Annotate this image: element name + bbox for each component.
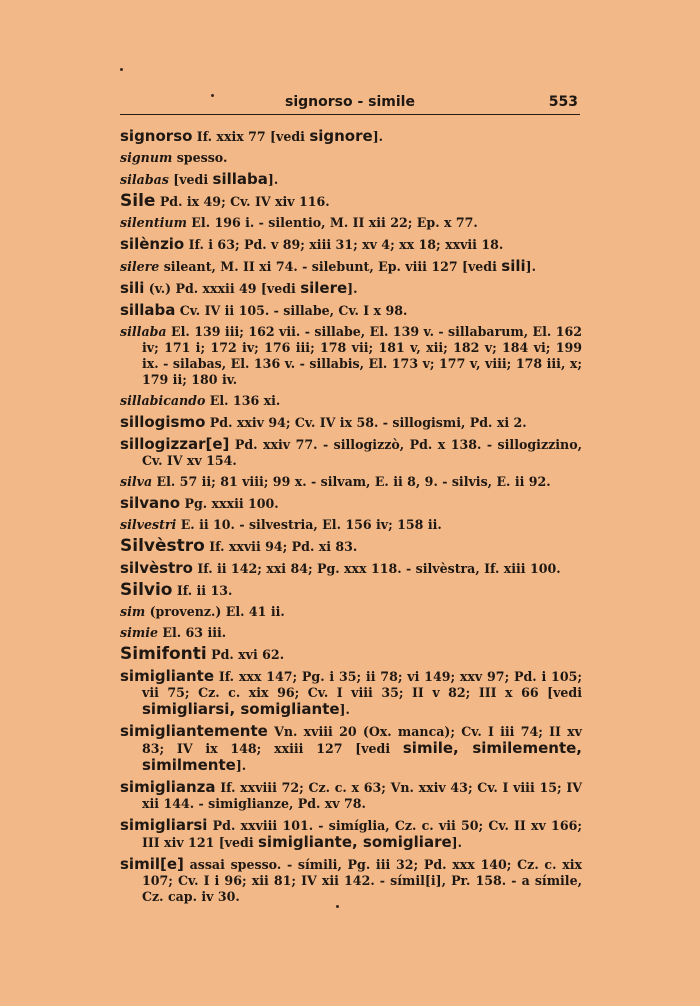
entry-headword: simigliarsi <box>120 816 208 834</box>
dictionary-entry <box>120 171 582 188</box>
dictionary-entry <box>120 723 582 774</box>
entry-headword: silabas <box>120 172 169 187</box>
entry-headword: sillabicando <box>120 393 206 408</box>
entry-text: If. xxvii 94; Pd. xi 83. <box>204 539 358 554</box>
entry-headword: Simifonti <box>120 644 207 664</box>
cross-reference: sillaba <box>212 170 268 188</box>
entry-text: El. 57 ii; 81 viii; 99 x. - silvam, E. ii 8, 9. - silvis, E. ii 92. <box>152 474 551 489</box>
entry-text: assai spesso. - símili, Pg. iii 32; Pd. xxx 140; Cz. c. xix 107; Cv. I i 96; xii 81; IV xii 142. - símil[i], Pr. 158. - a símile, Cz. cap. iv 30. <box>142 857 582 904</box>
entry-text: Cv. IV ii 105. - sillabe, Cv. I x 98. <box>175 303 408 318</box>
dictionary-entry <box>120 280 582 297</box>
entry-headword: sillogizzar[e] <box>120 435 230 453</box>
entry-text: Pd. xxiv 77. - sillogizzò, Pd. x 138. - sillogizzino, Cv. IV xv 154. <box>142 437 582 468</box>
entry-headword: simigliante <box>120 667 215 685</box>
entry-headword: Sile <box>120 191 156 211</box>
cross-reference: sili <box>501 257 526 275</box>
dictionary-entry <box>120 474 582 490</box>
entry-headword: sillaba <box>120 301 176 319</box>
dictionary-entry <box>120 128 582 145</box>
dictionary-entry <box>120 302 582 319</box>
entry-text: [vedi <box>168 172 213 187</box>
dictionary-entry <box>120 193 582 210</box>
entry-text: ]. <box>347 281 358 296</box>
entry-headword: silere <box>120 259 160 274</box>
entry-text: Vn. xviii 20 (Ox. manca); Cv. I iii 74; II xv 83; IV ix 148; xxiii 127 [vedi <box>142 724 582 756</box>
page-number: 553 <box>548 94 578 110</box>
dictionary-entry <box>120 215 582 231</box>
entry-text: Pd. ix 49; Cv. IV xiv 116. <box>155 194 330 209</box>
entry-headword: sili <box>120 279 145 297</box>
dictionary-entry <box>120 560 582 577</box>
dictionary-entry <box>120 324 582 388</box>
dictionary-entry <box>120 779 582 812</box>
dictionary-entry <box>120 625 582 641</box>
dictionary-entry <box>120 817 582 851</box>
entry-text: If. ii 13. <box>172 583 233 598</box>
speck-mark <box>336 905 339 908</box>
entry-text: Pd. xvi 62. <box>206 647 285 662</box>
entry-text: If. xxviii 72; Cz. c. x 63; Vn. xxiv 43; Cv. I viii 15; IV xii 144. - simiglianze, Pd. xv 78. <box>142 780 582 811</box>
entry-text: ]. <box>235 758 247 773</box>
entry-text: If. xxix 77 [vedi <box>192 129 310 144</box>
cross-reference: simigliante, somigliare <box>258 833 452 851</box>
entry-headword: signorso <box>120 127 193 145</box>
dictionary-entry <box>120 393 582 409</box>
entry-headword: silènzio <box>120 235 185 253</box>
header-title: signorso - simile <box>285 94 415 110</box>
cross-reference: simigliarsi, somigliante <box>142 700 340 718</box>
cross-reference: simile, similemente, similmente <box>142 739 582 774</box>
entry-text: (provenz.) El. 41 ii. <box>145 604 285 619</box>
entry-text: El. 196 i. - silentio, M. II xii 22; Ep. x 77. <box>186 215 478 230</box>
dictionary-entry <box>120 414 582 431</box>
dictionary-entry <box>120 517 582 533</box>
dictionary-entry <box>120 258 582 275</box>
entry-headword: sillogismo <box>120 413 206 431</box>
entry-headword: simie <box>120 625 158 640</box>
entry-headword: signum <box>120 150 173 165</box>
dictionary-entry <box>120 646 582 663</box>
cross-reference: silere <box>300 279 348 297</box>
entry-headword: silentium <box>120 215 187 230</box>
dictionary-entry <box>120 856 582 905</box>
entry-text: If. xxx 147; Pg. i 35; ii 78; vi 149; xxv 97; Pd. i 105; vii 75; Cz. c. xix 96; Cv. I viii 35; II v 82; III x 66 [vedi <box>142 669 582 700</box>
entry-headword: simiglianza <box>120 778 216 796</box>
entry-headword: silva <box>120 474 153 489</box>
entry-headword: sillaba <box>120 324 167 339</box>
cross-reference: signore <box>309 127 373 145</box>
entry-text: El. 139 iii; 162 vii. - sillabe, El. 139 v. - sillabarum, El. 162 iv; 171 i; 172 iv; 176 iii; 178 vii; 181 v, xii; 182 v; 184 vi; 199 ix. - silabas, El. 136 v. - sillabis, El. 173 v; 177 v, viii; 178 iii, x; 179 ii; 180 iv. <box>142 324 582 387</box>
dictionary-entry <box>120 582 582 599</box>
entry-headword: silvano <box>120 494 181 512</box>
running-header <box>120 94 580 115</box>
entry-text: El. 63 iii. <box>158 625 227 640</box>
dictionary-entry <box>120 236 582 253</box>
entry-text: sileant, M. II xi 74. - silebunt, Ep. viii 127 [vedi <box>159 259 502 274</box>
entry-text: If. ii 142; xxi 84; Pg. xxx 118. - silvèstra, If. xiii 100. <box>192 561 561 576</box>
dictionary-entry <box>120 538 582 555</box>
entry-headword: Silvio <box>120 580 173 600</box>
dictionary-entry <box>120 668 582 718</box>
entry-text: E. ii 10. - silvestria, El. 156 iv; 158 ii. <box>176 517 442 532</box>
entry-text: ]. <box>372 129 384 144</box>
entry-text: ]. <box>525 259 536 274</box>
entry-text: If. i 63; Pd. v 89; xiii 31; xv 4; xx 18; xxvii 18. <box>184 237 504 252</box>
entry-text: (v.) Pd. xxxii 49 [vedi <box>144 281 301 296</box>
entry-text: Pd. xxviii 101. - simíglia, Cz. c. vii 50; Cv. II xv 166; III xiv 121 [vedi <box>142 818 582 850</box>
dictionary-entry <box>120 604 582 620</box>
entry-headword: Silvèstro <box>120 536 205 556</box>
dictionary-entry <box>120 150 582 166</box>
entry-text: ]. <box>267 172 279 187</box>
entry-text: El. 136 xi. <box>205 393 281 408</box>
entry-headword: sim <box>120 604 146 619</box>
entry-headword: simigliantemente <box>120 722 268 740</box>
entry-headword: simil[e] <box>120 855 184 873</box>
entry-text: spesso. <box>172 150 228 165</box>
entry-headword: silvèstro <box>120 559 193 577</box>
speck-mark <box>211 94 214 97</box>
entry-text: ]. <box>451 835 462 850</box>
dictionary-entry <box>120 495 582 512</box>
speck-mark <box>120 68 123 71</box>
dictionary-entries <box>120 128 582 910</box>
entry-text: Pg. xxxii 100. <box>180 496 279 511</box>
entry-headword: silvestri <box>120 517 177 532</box>
dictionary-entry <box>120 436 582 469</box>
entry-text: ]. <box>339 702 350 717</box>
entry-text: Pd. xxiv 94; Cv. IV ix 58. - sillogismi, Pd. xi 2. <box>205 415 527 430</box>
